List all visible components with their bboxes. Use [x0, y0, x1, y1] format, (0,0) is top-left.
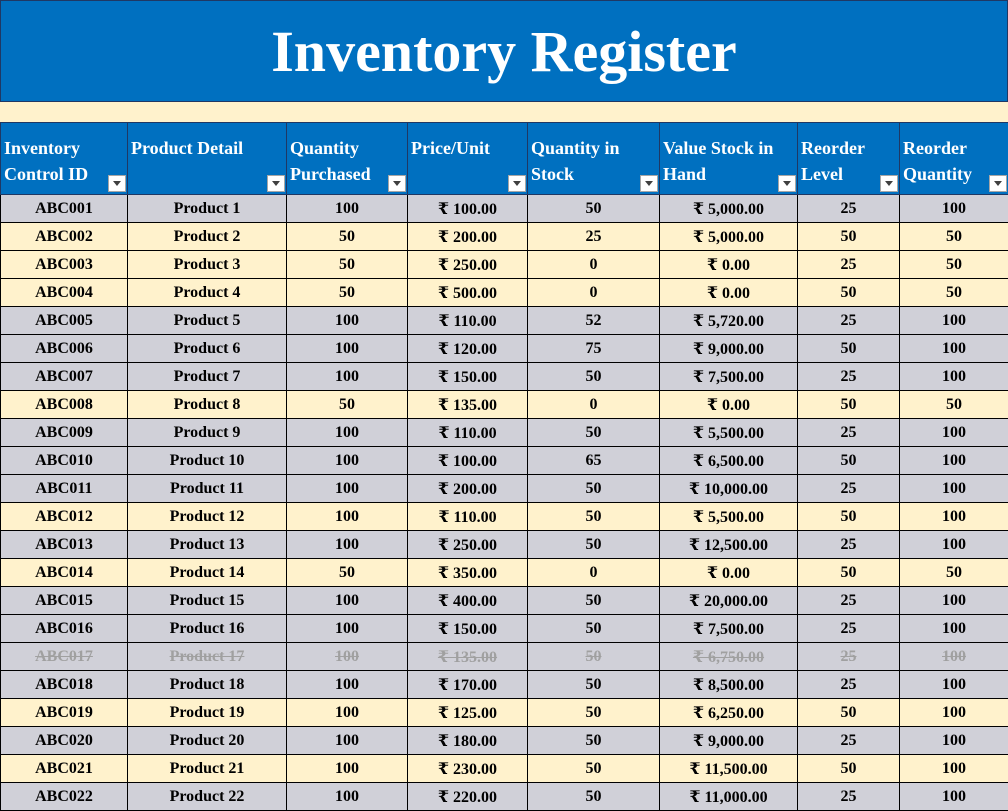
- table-cell[interactable]: ABC022: [1, 783, 128, 811]
- table-row: [1, 223, 1008, 251]
- table-row: [1, 307, 1008, 335]
- table-cell[interactable]: 50: [528, 727, 660, 755]
- table-cell[interactable]: 0: [528, 279, 660, 307]
- table-body: [1, 195, 1008, 811]
- header-line1: Inventory: [4, 138, 80, 158]
- table-cell[interactable]: 75: [528, 335, 660, 363]
- table-cell[interactable]: 50: [528, 783, 660, 811]
- table-cell[interactable]: Product 8: [128, 391, 287, 419]
- header-line2: Quantity: [903, 164, 972, 184]
- table-row: [1, 475, 1008, 503]
- table-cell[interactable]: 25: [798, 251, 900, 279]
- table-row: [1, 783, 1008, 811]
- header-line1: Product Detail: [131, 138, 243, 158]
- column-header: [660, 123, 798, 195]
- table-cell[interactable]: ₹ 150.00: [408, 615, 528, 643]
- table-cell[interactable]: 52: [528, 307, 660, 335]
- table-cell[interactable]: ₹ 8,500.00: [660, 671, 798, 699]
- table-cell[interactable]: Product 14: [128, 559, 287, 587]
- table-cell[interactable]: Product 20: [128, 727, 287, 755]
- table-cell[interactable]: 100: [900, 643, 1008, 671]
- table-cell[interactable]: Product 16: [128, 615, 287, 643]
- table-cell[interactable]: 100: [287, 643, 408, 671]
- table-row: [1, 335, 1008, 363]
- table-cell[interactable]: Product 4: [128, 279, 287, 307]
- page-title: [0, 0, 1008, 102]
- table-cell[interactable]: ₹ 500.00: [408, 279, 528, 307]
- table-cell[interactable]: 100: [287, 363, 408, 391]
- table-cell[interactable]: 50: [798, 503, 900, 531]
- table-cell[interactable]: 25: [798, 363, 900, 391]
- chevron-down-icon: [272, 181, 280, 186]
- table-row: [1, 391, 1008, 419]
- table-cell[interactable]: 25: [798, 475, 900, 503]
- table-cell[interactable]: ₹ 5,000.00: [660, 223, 798, 251]
- filter-dropdown-button[interactable]: [108, 175, 126, 192]
- table-cell[interactable]: ₹ 5,720.00: [660, 307, 798, 335]
- table-cell[interactable]: ₹ 0.00: [660, 391, 798, 419]
- table-cell[interactable]: 25: [798, 531, 900, 559]
- table-cell[interactable]: ₹ 7,500.00: [660, 615, 798, 643]
- header-line1: Reorder: [801, 138, 865, 158]
- table-cell[interactable]: ₹ 6,250.00: [660, 699, 798, 727]
- header-line2: Control ID: [4, 164, 88, 184]
- table-cell[interactable]: 25: [798, 587, 900, 615]
- table-cell[interactable]: ₹ 200.00: [408, 223, 528, 251]
- table-cell[interactable]: 50: [528, 503, 660, 531]
- header-line2: Purchased: [290, 164, 371, 184]
- table-cell[interactable]: ₹ 0.00: [660, 559, 798, 587]
- table-cell[interactable]: 100: [287, 587, 408, 615]
- table-cell[interactable]: Product 22: [128, 783, 287, 811]
- table-cell[interactable]: ₹ 135.00: [408, 391, 528, 419]
- table-cell[interactable]: 100: [900, 307, 1008, 335]
- table-cell[interactable]: ABC020: [1, 727, 128, 755]
- filter-dropdown-button[interactable]: [508, 175, 526, 192]
- table-cell[interactable]: ABC010: [1, 447, 128, 475]
- table-cell[interactable]: ₹ 100.00: [408, 195, 528, 223]
- table-cell[interactable]: 25: [798, 615, 900, 643]
- table-row: [1, 363, 1008, 391]
- table-cell[interactable]: Product 6: [128, 335, 287, 363]
- table-cell[interactable]: ₹ 250.00: [408, 531, 528, 559]
- table-cell[interactable]: ₹ 9,000.00: [660, 335, 798, 363]
- table-cell[interactable]: ABC003: [1, 251, 128, 279]
- header-line2: Stock: [531, 164, 574, 184]
- table-cell[interactable]: ABC007: [1, 363, 128, 391]
- table-cell[interactable]: 100: [287, 671, 408, 699]
- table-cell[interactable]: ₹ 6,500.00: [660, 447, 798, 475]
- chevron-down-icon: [113, 181, 121, 186]
- table-cell[interactable]: 50: [900, 251, 1008, 279]
- table-cell[interactable]: ₹ 150.00: [408, 363, 528, 391]
- filter-dropdown-button[interactable]: [267, 175, 285, 192]
- table-cell[interactable]: 100: [287, 307, 408, 335]
- table-cell[interactable]: 100: [900, 727, 1008, 755]
- filter-dropdown-button[interactable]: [640, 175, 658, 192]
- table-cell[interactable]: ABC001: [1, 195, 128, 223]
- table-cell[interactable]: 50: [798, 755, 900, 783]
- table-cell[interactable]: 100: [287, 335, 408, 363]
- table-cell[interactable]: 50: [900, 279, 1008, 307]
- table-row: [1, 251, 1008, 279]
- header-line1: Reorder: [903, 138, 967, 158]
- table-row: [1, 615, 1008, 643]
- table-cell[interactable]: 0: [528, 391, 660, 419]
- table-cell[interactable]: ₹ 11,000.00: [660, 783, 798, 811]
- table-cell[interactable]: 100: [287, 475, 408, 503]
- table-cell[interactable]: 25: [798, 727, 900, 755]
- table-cell[interactable]: 50: [798, 447, 900, 475]
- table-row: [1, 559, 1008, 587]
- table-cell[interactable]: ₹ 220.00: [408, 783, 528, 811]
- table-row: [1, 447, 1008, 475]
- header-line1: Price/Unit: [411, 138, 490, 158]
- table-cell[interactable]: 100: [900, 587, 1008, 615]
- table-cell[interactable]: ₹ 20,000.00: [660, 587, 798, 615]
- table-cell[interactable]: ₹ 170.00: [408, 671, 528, 699]
- table-cell[interactable]: ₹ 10,000.00: [660, 475, 798, 503]
- chevron-down-icon: [994, 181, 1002, 186]
- table-cell[interactable]: ABC009: [1, 419, 128, 447]
- header-row: [1, 123, 1008, 195]
- table-cell[interactable]: Product 19: [128, 699, 287, 727]
- table-cell[interactable]: Product 1: [128, 195, 287, 223]
- table-cell[interactable]: 100: [287, 419, 408, 447]
- table-cell[interactable]: ₹ 0.00: [660, 251, 798, 279]
- table-cell[interactable]: 100: [287, 727, 408, 755]
- table-cell[interactable]: 25: [798, 783, 900, 811]
- table-cell[interactable]: Product 21: [128, 755, 287, 783]
- table-cell[interactable]: 100: [287, 531, 408, 559]
- column-header: [287, 123, 408, 195]
- spacer-row: [0, 102, 1008, 123]
- table-cell[interactable]: 50: [900, 559, 1008, 587]
- table-row: [1, 587, 1008, 615]
- table-cell[interactable]: ABC016: [1, 615, 128, 643]
- table-cell[interactable]: ABC002: [1, 223, 128, 251]
- table-cell[interactable]: Product 18: [128, 671, 287, 699]
- table-cell[interactable]: 100: [900, 419, 1008, 447]
- filter-dropdown-button[interactable]: [880, 175, 898, 192]
- table-cell[interactable]: 50: [528, 699, 660, 727]
- table-cell[interactable]: 100: [287, 447, 408, 475]
- table-cell[interactable]: ₹ 400.00: [408, 587, 528, 615]
- table-cell[interactable]: 50: [528, 363, 660, 391]
- table-cell[interactable]: 50: [528, 755, 660, 783]
- table-cell[interactable]: 50: [287, 251, 408, 279]
- table-cell[interactable]: 50: [528, 419, 660, 447]
- table-cell[interactable]: 50: [798, 559, 900, 587]
- table-cell[interactable]: 0: [528, 559, 660, 587]
- table-cell[interactable]: 50: [798, 391, 900, 419]
- table-cell[interactable]: ₹ 6,750.00: [660, 643, 798, 671]
- table-cell[interactable]: Product 17: [128, 643, 287, 671]
- table-cell[interactable]: 50: [798, 279, 900, 307]
- table-cell[interactable]: 50: [287, 223, 408, 251]
- inventory-table: [0, 122, 1008, 811]
- title-text: Inventory Register: [271, 18, 737, 85]
- table-cell[interactable]: 50: [528, 195, 660, 223]
- header-line1: Value Stock in: [663, 138, 773, 158]
- table-cell[interactable]: 100: [900, 503, 1008, 531]
- chevron-down-icon: [885, 181, 893, 186]
- table-cell[interactable]: 25: [798, 671, 900, 699]
- table-cell[interactable]: 100: [287, 195, 408, 223]
- table-cell[interactable]: ₹ 9,000.00: [660, 727, 798, 755]
- table-cell[interactable]: ABC019: [1, 699, 128, 727]
- table-cell[interactable]: ₹ 7,500.00: [660, 363, 798, 391]
- table-cell[interactable]: 100: [900, 755, 1008, 783]
- header-line2: Level: [801, 164, 843, 184]
- table-cell[interactable]: ₹ 5,500.00: [660, 419, 798, 447]
- table-cell[interactable]: 50: [798, 223, 900, 251]
- table-cell[interactable]: ₹ 350.00: [408, 559, 528, 587]
- table-cell[interactable]: ABC004: [1, 279, 128, 307]
- table-cell[interactable]: 100: [900, 699, 1008, 727]
- table-cell[interactable]: ₹ 135.00: [408, 643, 528, 671]
- table-cell[interactable]: ABC017: [1, 643, 128, 671]
- table-cell[interactable]: 50: [900, 223, 1008, 251]
- table-cell[interactable]: ₹ 180.00: [408, 727, 528, 755]
- table-cell[interactable]: ₹ 200.00: [408, 475, 528, 503]
- table-cell[interactable]: 25: [798, 419, 900, 447]
- table-cell[interactable]: 50: [528, 615, 660, 643]
- table-cell[interactable]: ₹ 100.00: [408, 447, 528, 475]
- table-cell[interactable]: ₹ 110.00: [408, 419, 528, 447]
- table-cell[interactable]: ABC011: [1, 475, 128, 503]
- header-line2: Hand: [663, 164, 706, 184]
- table-cell[interactable]: Product 7: [128, 363, 287, 391]
- table-cell[interactable]: ABC018: [1, 671, 128, 699]
- column-header: [408, 123, 528, 195]
- table-cell[interactable]: 50: [528, 671, 660, 699]
- table-cell[interactable]: ABC015: [1, 587, 128, 615]
- table-cell[interactable]: 100: [900, 783, 1008, 811]
- table-cell[interactable]: 50: [528, 587, 660, 615]
- table-cell[interactable]: 100: [287, 755, 408, 783]
- table-cell[interactable]: 25: [798, 195, 900, 223]
- table-cell[interactable]: ₹ 110.00: [408, 307, 528, 335]
- column-header: [528, 123, 660, 195]
- table-cell[interactable]: ABC006: [1, 335, 128, 363]
- column-header: [798, 123, 900, 195]
- table-row: [1, 279, 1008, 307]
- table-cell[interactable]: ₹ 11,500.00: [660, 755, 798, 783]
- table-row: [1, 195, 1008, 223]
- header-line1: Quantity: [290, 138, 359, 158]
- table-cell[interactable]: 25: [798, 307, 900, 335]
- table-cell[interactable]: 100: [287, 615, 408, 643]
- table-cell[interactable]: ₹ 5,500.00: [660, 503, 798, 531]
- filter-dropdown-button[interactable]: [778, 175, 796, 192]
- table-cell[interactable]: ₹ 12,500.00: [660, 531, 798, 559]
- table-cell[interactable]: ABC021: [1, 755, 128, 783]
- column-header: [1, 123, 128, 195]
- table-cell[interactable]: ₹ 125.00: [408, 699, 528, 727]
- chevron-down-icon: [513, 181, 521, 186]
- filter-dropdown-button[interactable]: [989, 175, 1007, 192]
- table-cell[interactable]: Product 5: [128, 307, 287, 335]
- table-row: [1, 727, 1008, 755]
- table-cell[interactable]: Product 11: [128, 475, 287, 503]
- table-row: [1, 503, 1008, 531]
- table-cell[interactable]: 65: [528, 447, 660, 475]
- table-row: [1, 419, 1008, 447]
- table-cell[interactable]: 50: [287, 559, 408, 587]
- chevron-down-icon: [645, 181, 653, 186]
- filter-dropdown-button[interactable]: [388, 175, 406, 192]
- table-cell[interactable]: ₹ 0.00: [660, 279, 798, 307]
- table-cell[interactable]: ₹ 120.00: [408, 335, 528, 363]
- column-header: [900, 123, 1008, 195]
- table-cell[interactable]: 50: [528, 643, 660, 671]
- table-cell[interactable]: 0: [528, 251, 660, 279]
- table-cell[interactable]: 100: [900, 475, 1008, 503]
- table-cell[interactable]: 100: [900, 671, 1008, 699]
- table-cell[interactable]: ABC013: [1, 531, 128, 559]
- table-cell[interactable]: 100: [287, 783, 408, 811]
- header-line1: Quantity in: [531, 138, 620, 158]
- table-cell[interactable]: Product 13: [128, 531, 287, 559]
- table-cell[interactable]: ABC008: [1, 391, 128, 419]
- table-row: [1, 671, 1008, 699]
- table-cell[interactable]: 100: [287, 699, 408, 727]
- chevron-down-icon: [393, 181, 401, 186]
- table-cell[interactable]: Product 2: [128, 223, 287, 251]
- table-cell[interactable]: ABC012: [1, 503, 128, 531]
- table-cell[interactable]: ₹ 230.00: [408, 755, 528, 783]
- table-cell[interactable]: 25: [528, 223, 660, 251]
- table-row: [1, 643, 1008, 671]
- table-row: [1, 699, 1008, 727]
- table-cell[interactable]: 100: [287, 503, 408, 531]
- table-cell[interactable]: 100: [900, 615, 1008, 643]
- table-cell[interactable]: 50: [528, 531, 660, 559]
- table-cell[interactable]: ₹ 110.00: [408, 503, 528, 531]
- table-cell[interactable]: Product 10: [128, 447, 287, 475]
- chevron-down-icon: [783, 181, 791, 186]
- table-cell[interactable]: 50: [528, 475, 660, 503]
- table-cell[interactable]: 100: [900, 335, 1008, 363]
- table-cell[interactable]: 50: [900, 391, 1008, 419]
- table-row: [1, 531, 1008, 559]
- table-cell[interactable]: Product 3: [128, 251, 287, 279]
- table-cell[interactable]: 25: [798, 643, 900, 671]
- table-cell[interactable]: ₹ 5,000.00: [660, 195, 798, 223]
- table-cell[interactable]: Product 9: [128, 419, 287, 447]
- table-cell[interactable]: ₹ 250.00: [408, 251, 528, 279]
- table-cell[interactable]: 100: [900, 447, 1008, 475]
- table-cell[interactable]: ABC005: [1, 307, 128, 335]
- table-cell[interactable]: 100: [900, 363, 1008, 391]
- table-cell[interactable]: 50: [798, 699, 900, 727]
- table-cell[interactable]: 100: [900, 195, 1008, 223]
- table-cell[interactable]: 50: [798, 335, 900, 363]
- column-header: [128, 123, 287, 195]
- table-row: [1, 755, 1008, 783]
- table-cell[interactable]: Product 15: [128, 587, 287, 615]
- table-cell[interactable]: 50: [287, 391, 408, 419]
- table-cell[interactable]: ABC014: [1, 559, 128, 587]
- table-cell[interactable]: Product 12: [128, 503, 287, 531]
- table-cell[interactable]: 100: [900, 531, 1008, 559]
- table-cell[interactable]: 50: [287, 279, 408, 307]
